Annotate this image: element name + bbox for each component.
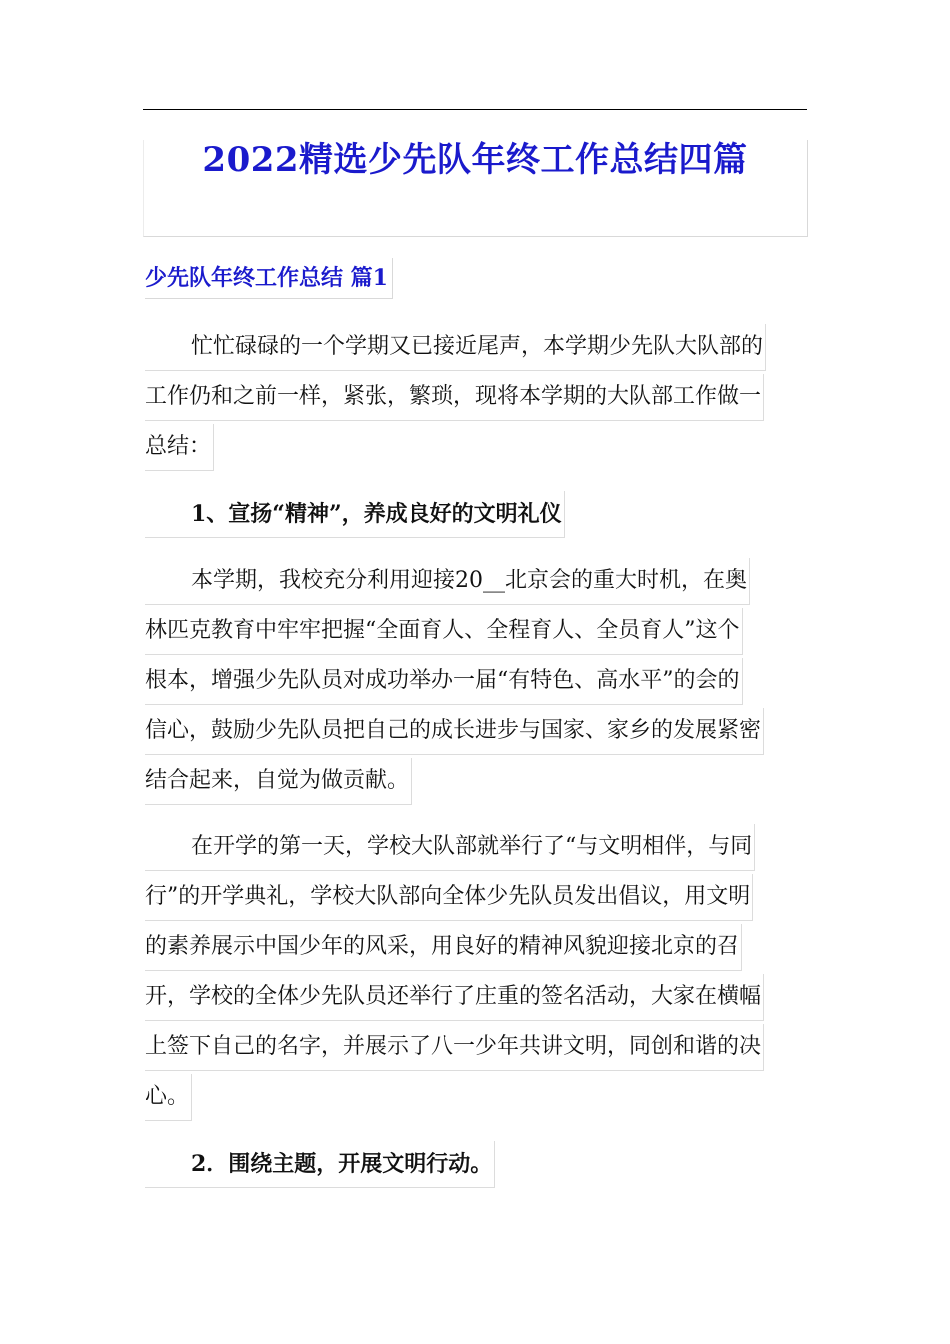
paragraph-line: 的素养展示中国少年的风采，用良好的精神风貌迎接北京的召: [145, 922, 825, 972]
document-title: 2022精选少先队年终工作总结四篇: [202, 140, 748, 180]
paragraph-line: 工作仍和之前一样，紧张，繁琐，现将本学期的大队部工作做一: [145, 372, 825, 422]
intro-paragraph: [145, 322, 825, 472]
paragraph-line: 行”的开学典礼，学校大队部向全体少先队员发出倡议，用文明: [145, 872, 825, 922]
paragraph-line: 在开学的第一天，学校大队部就举行了“与文明相伴，与同: [145, 822, 825, 872]
paragraph-line: 本学期，我校充分利用迎接20__北京会的重大时机，在奥: [145, 556, 825, 606]
paragraph-line: 上签下自己的名字，并展示了八一少年共讲文明，同创和谐的决: [145, 1022, 825, 1072]
paragraph-1: [145, 556, 825, 806]
subheading-2: 2．围绕主题，开展文明行动。: [145, 1139, 495, 1189]
subheading-1: 1、宣扬“精神”，养成良好的文明礼仪: [145, 489, 565, 539]
paragraph-line: 根本，增强少先队员对成功举办一届“有特色、高水平”的会的: [145, 656, 825, 706]
paragraph-line: 结合起来，自觉为做贡献。: [145, 756, 825, 806]
paragraph-line: 总结：: [145, 422, 825, 472]
paragraph-line: 开，学校的全体少先队员还举行了庄重的签名活动，大家在横幅: [145, 972, 825, 1022]
paragraph-2: [145, 822, 825, 1122]
paragraph-line: 心。: [145, 1072, 825, 1122]
paragraph-line: 忙忙碌碌的一个学期又已接近尾声，本学期少先队大队部的: [145, 322, 825, 372]
paragraph-line: 林匹克教育中牢牢把握“全面育人、全程育人、全员育人”这个: [145, 606, 825, 656]
section-heading: 少先队年终工作总结 篇1: [145, 258, 393, 299]
paragraph-line: 信心，鼓励少先队员把自己的成长进步与国家、家乡的发展紧密: [145, 706, 825, 756]
